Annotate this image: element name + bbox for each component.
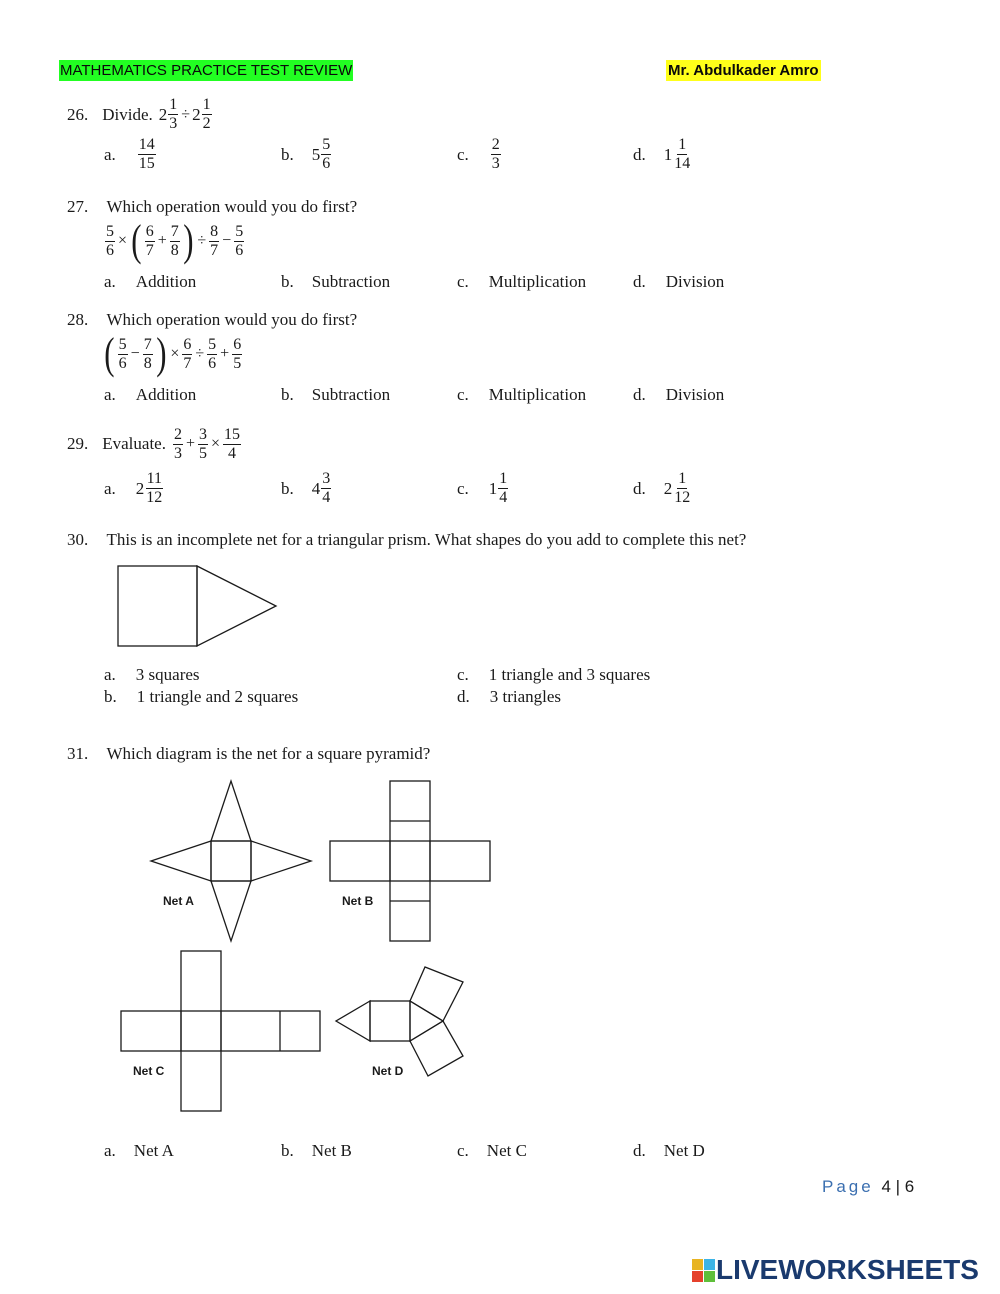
question-prompt: Which operation would you do first? [106, 310, 358, 329]
option-label: a. [104, 272, 116, 291]
expression-28 [102, 329, 243, 379]
net-a-diagram [151, 781, 311, 941]
option-text: Subtraction [311, 272, 391, 291]
operator: ÷ [197, 232, 207, 249]
option-label: d. [633, 478, 646, 498]
option-label: b. [104, 687, 117, 706]
option-28b[interactable] [281, 385, 390, 405]
option-label: c. [457, 385, 469, 404]
option-26a[interactable] [104, 136, 157, 173]
option-31b[interactable] [281, 1141, 352, 1161]
option-label: d. [633, 272, 646, 291]
question-prompt: Which diagram is the net for a square pyramid? [106, 744, 431, 763]
fraction: $\frac{5}{6}$ [208, 335, 217, 372]
right-paren: ) [182, 216, 194, 265]
page-word: Page [822, 1177, 874, 1196]
question-prompt: Divide. [102, 104, 153, 124]
option-text: 3 squares [135, 665, 200, 684]
option-text: Addition [135, 272, 197, 291]
left-paren: ( [131, 216, 142, 265]
fraction: $\frac{1}{3}$ [169, 96, 178, 132]
option-label: d. [633, 144, 646, 164]
option-label: b. [281, 144, 294, 164]
option-29d[interactable] [633, 470, 692, 507]
question-number: 31. [67, 744, 89, 763]
option-label: a. [104, 1141, 116, 1160]
option-28a[interactable] [104, 385, 196, 405]
question-31 [67, 744, 430, 764]
net-a-label: Net A [163, 894, 194, 908]
option-26d[interactable] [633, 136, 692, 173]
option-31a[interactable] [104, 1141, 174, 1161]
fraction: $\frac{5}{6}$ [106, 222, 114, 259]
option-30c[interactable] [457, 665, 650, 685]
net-square [118, 566, 197, 646]
option-26c[interactable] [457, 136, 502, 173]
option-text: Multiplication [488, 385, 587, 404]
question-prompt: Which operation would you do first? [106, 197, 358, 216]
option-label: a. [104, 385, 116, 404]
option-30d[interactable] [457, 687, 561, 707]
header-title: MATHEMATICS PRACTICE TEST REVIEW [60, 62, 353, 79]
option-text: Net B [311, 1141, 352, 1160]
operator: ÷ [195, 345, 205, 362]
option-27c[interactable] [457, 272, 586, 292]
left-paren: ( [104, 329, 115, 378]
option-27b[interactable] [281, 272, 390, 292]
option-30b[interactable] [104, 687, 298, 707]
fraction: $\frac{3}{4}$ [322, 470, 331, 506]
option-text: 1 triangle and 2 squares [136, 687, 299, 706]
operator: − [130, 345, 140, 362]
operator: + [220, 345, 230, 362]
operator: ÷ [181, 105, 191, 123]
option-label: c. [457, 665, 469, 684]
operator: × [118, 232, 128, 249]
option-31c[interactable] [457, 1141, 527, 1161]
fraction: $\frac{1}{14}$ [674, 136, 691, 172]
liveworksheets-logo [692, 1254, 979, 1286]
incomplete-prism-net [110, 560, 290, 655]
question-26 [67, 96, 213, 133]
question-number: 27. [67, 197, 89, 216]
expression-27 [104, 216, 245, 266]
question-number: 30. [67, 530, 89, 549]
fraction: $\frac{2}{3}$ [491, 136, 500, 172]
question-prompt: Evaluate. [102, 434, 166, 453]
question-30 [67, 530, 746, 550]
option-label: b. [281, 1141, 294, 1160]
mixed-whole: 1 [663, 144, 673, 164]
net-b-label: Net B [342, 894, 374, 908]
option-text: Subtraction [311, 385, 391, 404]
option-text: Net D [663, 1141, 705, 1160]
option-28d[interactable] [633, 385, 724, 405]
option-text: Addition [135, 385, 197, 404]
fraction: $\frac{11}{12}$ [146, 470, 163, 506]
option-label: d. [633, 385, 646, 404]
option-label: a. [104, 478, 116, 498]
nets-figure [0, 770, 520, 1120]
option-29c[interactable] [457, 470, 509, 507]
header-author: Mr. Abdulkader Amro [668, 62, 819, 79]
net-triangle [197, 566, 276, 646]
fraction: $\frac{7}{8}$ [170, 222, 179, 259]
mixed-whole: 4 [311, 478, 321, 498]
fraction: $\frac{2}{3}$ [173, 425, 182, 462]
logo-icon [692, 1257, 716, 1283]
page-count: 4 | 6 [881, 1177, 915, 1196]
fraction: $\frac{5}{6}$ [322, 136, 331, 172]
question-27 [67, 197, 357, 217]
option-29b[interactable] [281, 470, 332, 507]
mixed-whole: 2 [192, 104, 201, 124]
option-27d[interactable] [633, 272, 724, 292]
fraction: $\frac{7}{8}$ [143, 335, 152, 372]
mixed-whole: 2 [158, 104, 168, 124]
option-label: b. [281, 385, 294, 404]
option-26b[interactable] [281, 136, 332, 173]
option-text: Division [665, 385, 725, 404]
fraction: $\frac{14}{15}$ [138, 136, 155, 172]
net-d-label: Net D [372, 1064, 404, 1078]
fraction: $\frac{15}{4}$ [224, 425, 241, 462]
option-label: b. [281, 478, 294, 498]
net-c-diagram [121, 951, 320, 1111]
right-paren: ) [155, 329, 167, 378]
option-label: c. [457, 478, 469, 498]
option-label: b. [281, 272, 294, 291]
option-label: a. [104, 665, 116, 684]
operator: + [157, 232, 167, 249]
fraction: $\frac{6}{7}$ [145, 222, 154, 259]
option-text: Division [665, 272, 725, 291]
operator: + [185, 435, 195, 452]
option-27a[interactable] [104, 272, 196, 292]
fraction: $\frac{8}{7}$ [210, 222, 219, 259]
option-label: d. [633, 1141, 646, 1160]
option-label: c. [457, 1141, 469, 1160]
mixed-whole: 2 [135, 478, 145, 498]
net-b-diagram [330, 781, 490, 941]
fraction: $\frac{1}{2}$ [202, 96, 211, 132]
net-d-diagram [336, 967, 463, 1076]
fraction: $\frac{6}{7}$ [183, 335, 192, 372]
mixed-whole: 5 [311, 144, 321, 164]
option-label: a. [104, 144, 116, 164]
option-text: 3 triangles [489, 687, 562, 706]
operator: × [211, 435, 221, 452]
option-31d[interactable] [633, 1141, 705, 1161]
option-text: 1 triangle and 3 squares [488, 665, 651, 684]
fraction: $\frac{3}{5}$ [199, 425, 207, 462]
fraction: $\frac{1}{4}$ [499, 470, 508, 506]
question-29 [67, 424, 242, 464]
option-29a[interactable] [104, 470, 164, 507]
option-label: c. [457, 144, 469, 164]
brand-name: LIVEWORKSHEETS [716, 1254, 979, 1285]
option-text: Multiplication [488, 272, 587, 291]
option-28c[interactable] [457, 385, 586, 405]
fraction: $\frac{6}{5}$ [233, 335, 242, 372]
option-30a[interactable] [104, 665, 200, 685]
option-label: d. [457, 687, 470, 706]
fraction: $\frac{5}{6}$ [235, 222, 244, 259]
operator: × [170, 345, 180, 362]
question-number: 29. [67, 434, 89, 453]
question-number: 28. [67, 310, 89, 329]
mixed-whole: 1 [488, 478, 498, 498]
page-number [822, 1177, 914, 1197]
option-label: c. [457, 272, 469, 291]
net-c-label: Net C [133, 1064, 165, 1078]
question-prompt: This is an incomplete net for a triangular prism. What shapes do you add to complete this net? [106, 530, 747, 549]
question-number: 26. [67, 104, 89, 124]
option-text: Net A [133, 1141, 174, 1160]
fraction: $\frac{1}{12}$ [674, 470, 691, 506]
fraction: $\frac{5}{6}$ [118, 335, 127, 372]
question-28 [67, 310, 357, 330]
mixed-whole: 2 [663, 478, 673, 498]
operator: − [222, 232, 232, 249]
option-text: Net C [486, 1141, 527, 1160]
